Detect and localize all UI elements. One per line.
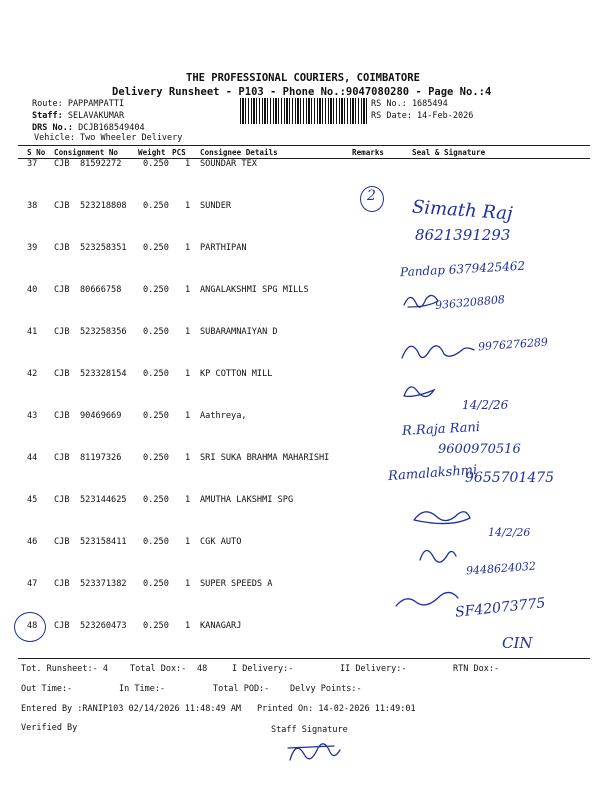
signature-row47 (396, 592, 458, 606)
row-pcs: 1 (185, 327, 191, 337)
row-consignment-number: 523258351 (80, 243, 127, 253)
signature-row45 (414, 512, 470, 524)
row-consignee: KANAGARJ (200, 621, 242, 631)
staff-label: Staff: (32, 111, 63, 121)
row-consignment-prefix: CJB (54, 327, 70, 337)
total-pod: Total POD:- (213, 684, 270, 694)
row-pcs: 1 (185, 495, 191, 505)
table-row (0, 495, 600, 507)
route-label: Route: PAPPAMPATTI (32, 99, 125, 109)
total-dox-label: Total Dox:- (130, 664, 187, 674)
verified-by: Verified By (21, 723, 78, 733)
row-weight: 0.250 (143, 453, 169, 463)
col-weight: Weight (138, 148, 166, 157)
rs-date: RS Date: 14-Feb-2026 (371, 111, 474, 121)
handwritten-phone: 9448624032 (465, 559, 537, 578)
row-consignment-number: 523371382 (80, 579, 127, 589)
row-pcs: 1 (185, 369, 191, 379)
handwritten-date: 14/2/26 (462, 398, 509, 412)
row-weight: 0.250 (143, 579, 169, 589)
col-consignment: Consignment No (54, 148, 119, 157)
handwritten-phone: 9976276289 (477, 335, 549, 354)
in-time: In Time:- (119, 684, 166, 694)
entered-by: Entered By :RANIP103 02/14/2026 11:48:49 AM (21, 704, 242, 714)
row-sno: 42 (27, 369, 38, 379)
row-consignment-prefix: CJB (54, 243, 70, 253)
table-row (0, 621, 600, 633)
row-consignee: PARTHIPAN (200, 243, 247, 253)
row-consignment-prefix: CJB (54, 453, 70, 463)
row-consignment-prefix: CJB (54, 201, 70, 211)
total-runsheet: Tot. Runsheet:- 4 (21, 664, 108, 674)
row-weight: 0.250 (143, 327, 169, 337)
table-row (0, 243, 600, 255)
handwritten-phone: 9600970516 (438, 442, 521, 457)
row-pcs: 1 (185, 621, 191, 631)
row-pcs: 1 (185, 411, 191, 421)
row-consignee: Aathreya, (200, 411, 247, 421)
row-weight: 0.250 (143, 495, 169, 505)
drs-value: DCJB168549404 (78, 123, 145, 133)
signature-row42 (404, 387, 434, 397)
table-row (0, 411, 600, 423)
circle-mark (14, 612, 46, 642)
row-consignee: SUBARAMNAIYAN D (200, 327, 278, 337)
row-consignee: SUNDER (200, 201, 232, 211)
table-row (0, 285, 600, 297)
runsheet-title: Delivery Runsheet - P103 - Phone No.:9047080280 - Page No.:4 (112, 86, 492, 98)
row-consignment-number: 80666758 (80, 285, 122, 295)
handwritten-name: R.Raja Rani (401, 419, 481, 440)
row-pcs: 1 (185, 243, 191, 253)
printed-on: Printed On: 14-02-2026 11:49:01 (257, 704, 416, 714)
staff-signature-label: Staff Signature (271, 725, 348, 735)
ii-delivery: II Delivery:- (340, 664, 407, 674)
drs-label: DRS No.: (32, 123, 73, 133)
header-top-rule (18, 145, 590, 146)
row-weight: 0.250 (143, 621, 169, 631)
staff-signature (288, 744, 340, 760)
row-sno: 45 (27, 495, 38, 505)
row-weight: 0.250 (143, 369, 169, 379)
col-sno: S No (27, 148, 46, 157)
row-consignee: SUPER SPEEDS A (200, 579, 273, 589)
row-pcs: 1 (185, 159, 191, 169)
row-pcs: 1 (185, 453, 191, 463)
row-consignment-number: 90469669 (80, 411, 122, 421)
handwritten-note: CIN (502, 634, 533, 652)
row-pcs: 1 (185, 285, 191, 295)
row-sno: 41 (27, 327, 38, 337)
handwritten-phone: 9655701475 (465, 470, 555, 486)
row-weight: 0.250 (143, 201, 169, 211)
row-consignment-number: 523144625 (80, 495, 127, 505)
total-dox-value: 48 (197, 664, 208, 674)
handwritten-phone: 9363208808 (434, 292, 506, 313)
handwritten-date: 14/2/26 (488, 526, 531, 539)
handwritten-name: Ramalakshmi (387, 462, 478, 485)
staff-row (32, 111, 124, 121)
row-consignment-prefix: CJB (54, 579, 70, 589)
handwritten-name-phone: Pandap 6379425462 (399, 258, 526, 280)
row-sno: 47 (27, 579, 38, 589)
i-delivery: I Delivery:- (232, 664, 294, 674)
row-consignment-prefix: CJB (54, 285, 70, 295)
row-consignee: KP COTTON MILL (200, 369, 273, 379)
row-sno: 44 (27, 453, 38, 463)
row-consignment-number: 523218808 (80, 201, 127, 211)
table-row (0, 579, 600, 591)
row-consignee: AMUTHA LAKSHMI SPG (200, 495, 294, 505)
row-sno: 38 (27, 201, 38, 211)
table-row (0, 159, 600, 171)
vehicle-label: Vehicle: Two Wheeler Delivery (34, 133, 183, 143)
table-row (0, 369, 600, 381)
row-consignee: CGK AUTO (200, 537, 242, 547)
row-consignment-number: 523260473 (80, 621, 127, 631)
row-consignment-number: 523328154 (80, 369, 127, 379)
drs-row (32, 123, 145, 133)
row-consignee: ANGALAKSHMI SPG MILLS (200, 285, 309, 295)
rtn-dox: RTN Dox:- (453, 664, 500, 674)
row-pcs: 1 (185, 579, 191, 589)
rs-number: RS No.: 1685494 (371, 99, 448, 109)
row-consignee: SOUNDAR TEX (200, 159, 257, 169)
row-consignment-prefix: CJB (54, 159, 70, 169)
handwritten-note: 2 (367, 188, 376, 204)
row-consignment-prefix: CJB (54, 411, 70, 421)
col-remarks: Remarks (352, 148, 385, 157)
row-sno: 48 (27, 621, 38, 631)
row-weight: 0.250 (143, 159, 169, 169)
row-weight: 0.250 (143, 243, 169, 253)
handwritten-phone: 8621391293 (415, 226, 511, 244)
handwritten-name: Simath Raj (411, 196, 514, 225)
row-pcs: 1 (185, 537, 191, 547)
row-weight: 0.250 (143, 537, 169, 547)
row-sno: 37 (27, 159, 38, 169)
row-weight: 0.250 (143, 285, 169, 295)
signature-row41 (402, 346, 474, 358)
out-time: Out Time:- (21, 684, 73, 694)
row-consignment-number: 523258356 (80, 327, 127, 337)
row-consignment-number: 523158411 (80, 537, 127, 547)
row-weight: 0.250 (143, 411, 169, 421)
signature-row46 (420, 550, 456, 562)
delvy-points: Delvy Points:- (290, 684, 362, 694)
row-consignment-number: 81197326 (80, 453, 122, 463)
row-consignment-prefix: CJB (54, 537, 70, 547)
row-consignment-prefix: CJB (54, 495, 70, 505)
col-seal: Seal & Signature (412, 148, 486, 157)
row-sno: 39 (27, 243, 38, 253)
col-pcs: PCS (172, 148, 186, 157)
row-sno: 40 (27, 285, 38, 295)
barcode (240, 98, 367, 124)
row-consignee: SRI SUKA BRAHMA MAHARISHI (200, 453, 330, 463)
col-consignee: Consignee Details (200, 148, 278, 157)
row-sno: 46 (27, 537, 38, 547)
footer-rule (18, 658, 590, 659)
signature-row40 (404, 295, 438, 307)
staff-value: SELAVAKUMAR (67, 111, 125, 121)
row-sno: 43 (27, 411, 38, 421)
row-pcs: 1 (185, 201, 191, 211)
handwritten-note: SF42073775 (454, 595, 547, 621)
company-title: THE PROFESSIONAL COURIERS, COIMBATORE (186, 72, 420, 84)
row-consignment-prefix: CJB (54, 621, 70, 631)
row-consignment-number: 81592272 (80, 159, 122, 169)
row-consignment-prefix: CJB (54, 369, 70, 379)
